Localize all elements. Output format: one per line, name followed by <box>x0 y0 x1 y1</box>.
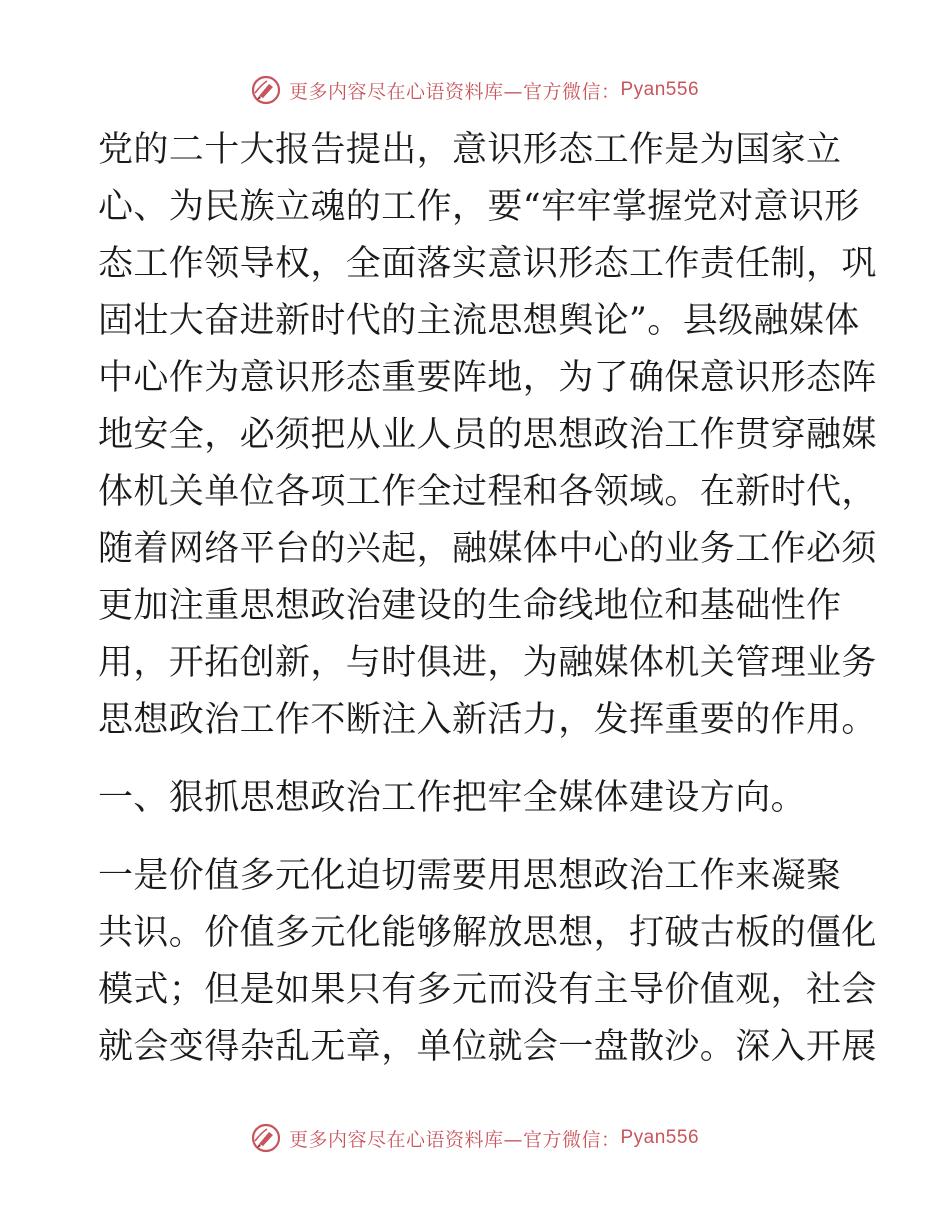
text-line: 一是价值多元化迫切需要用思想政治工作来凝聚 <box>98 856 842 896</box>
footer-watermark <box>0 1116 950 1160</box>
text-line: 用，开拓创新，与时俱进，为融媒体机关管理业务 <box>98 643 877 683</box>
text-line: 思想政治工作不断注入新活力，发挥重要的作用。 <box>98 700 877 740</box>
document-body <box>98 122 877 1076</box>
section-heading <box>98 770 858 827</box>
text-line: 共识。价值多元化能够解放思想，打破古板的僵化 <box>98 913 877 953</box>
watermark-handle: Pyan556 <box>620 1127 700 1148</box>
text-line: 中心作为意识形态重要阵地，为了确保意识形态阵 <box>98 358 877 398</box>
text-line: 党的二十大报告提出，意识形态工作是为国家立 <box>98 130 842 170</box>
text-line: 心、为民族立魂的工作，要“牢牢掌握党对意识形 <box>98 187 860 227</box>
watermark-text: 更多内容尽在心语资料库—官方微信： <box>288 1128 621 1151</box>
text-line: 地安全，必须把从业人员的思想政治工作贯穿融媒 <box>98 415 877 455</box>
text-line: 固壮大奋进新时代的主流思想舆论”。县级融媒体 <box>98 301 860 341</box>
paragraph <box>98 122 877 749</box>
paragraph <box>98 848 877 1076</box>
watermark-handle: Pyan556 <box>620 79 700 100</box>
text-line: 随着网络平台的兴起，融媒体中心的业务工作必须 <box>98 529 877 569</box>
header-watermark <box>0 68 950 112</box>
text-line: 体机关单位各项工作全过程和各领域。在新时代， <box>98 472 877 512</box>
text-line: 就会变得杂乱无章，单位就会一盘散沙。深入开展 <box>98 1027 877 1067</box>
watermark-text: 更多内容尽在心语资料库—官方微信： <box>288 80 621 103</box>
heading-line: 一、狠抓思想政治工作把牢全媒体建设方向。 <box>98 778 807 818</box>
text-line: 模式；但是如果只有多元而没有主导价值观，社会 <box>98 970 877 1010</box>
pen-logo-icon <box>251 1123 281 1153</box>
text-line: 态工作领导权，全面落实意识形态工作责任制，巩 <box>98 244 877 284</box>
pen-logo-icon <box>251 75 281 105</box>
text-line: 更加注重思想政治建设的生命线地位和基础性作 <box>98 586 842 626</box>
